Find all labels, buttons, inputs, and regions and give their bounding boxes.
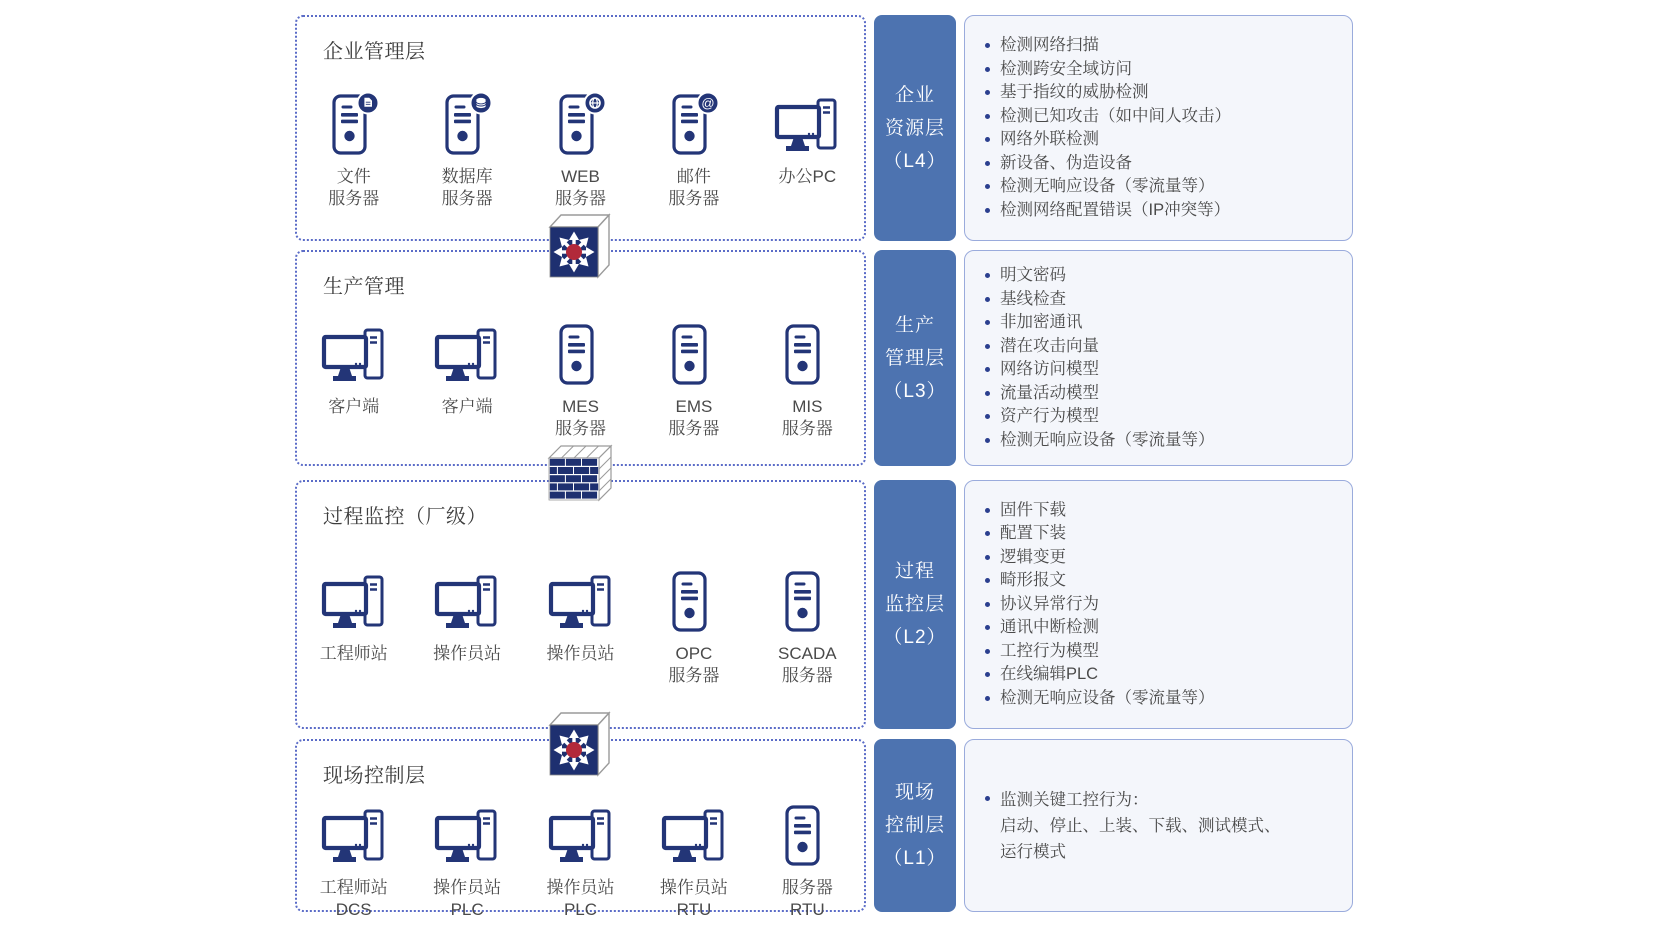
device-workstation <box>410 554 523 689</box>
device-label-line: 客户端 <box>328 397 380 416</box>
detection-item <box>983 58 1342 82</box>
zone-title: 生产管理 <box>323 276 405 298</box>
bullet-dot <box>985 602 990 607</box>
workstation-icon <box>433 788 501 868</box>
device-label <box>668 643 719 689</box>
detection-text: 检测网络配置错误（IP冲突等） <box>1000 200 1231 219</box>
level-pill-line: 现场 <box>894 782 935 803</box>
zone-title: 企业管理层 <box>323 41 426 63</box>
bullet-dot <box>985 696 990 701</box>
detection-item <box>983 264 1342 288</box>
detection-text: 检测已知攻击（如中间人攻击） <box>1000 106 1231 125</box>
switch-icon <box>546 211 614 286</box>
detection-item <box>983 839 1342 865</box>
detection-text: 检测跨安全域访问 <box>1000 59 1132 78</box>
level-pill-l4 <box>874 15 956 241</box>
server-file-icon <box>329 77 379 157</box>
detection-text: 配置下装 <box>1000 524 1066 543</box>
workstation-icon <box>660 788 728 868</box>
server-plain-icon <box>669 554 719 634</box>
server-mail-icon <box>669 77 719 157</box>
device-label-line: EMS <box>675 397 713 416</box>
device-server-plain <box>751 307 864 442</box>
detection-text: 基于指纹的威胁检测 <box>1000 83 1149 101</box>
level-pill-line: 监控层 <box>884 594 945 615</box>
detection-text: 监测关键工控行为： <box>1000 790 1149 809</box>
detection-item <box>983 787 1342 813</box>
device-server-plain <box>751 788 864 923</box>
device-server-plain <box>751 554 864 689</box>
device-label <box>555 166 606 212</box>
detection-item <box>983 199 1342 223</box>
detection-text: 网络访问模型 <box>1000 360 1099 378</box>
firewall-icon <box>546 441 614 510</box>
device-label-line: MIS <box>792 397 823 416</box>
workstation-icon <box>433 307 501 387</box>
detection-item <box>983 640 1342 664</box>
device-workstation <box>637 788 750 923</box>
device-server-plain <box>637 307 750 442</box>
detection-item <box>983 382 1342 406</box>
device-label <box>779 166 837 212</box>
zone-box-l2 <box>295 480 866 729</box>
device-row <box>297 529 864 713</box>
level-pill-line: 资源层 <box>884 117 945 139</box>
device-label-line: 数据库 <box>441 167 493 186</box>
bullet-dot <box>985 297 990 302</box>
detection-item <box>983 288 1342 312</box>
detection-item <box>983 405 1342 429</box>
device-label-line: MES <box>562 397 599 416</box>
detection-item <box>983 522 1342 546</box>
bullet-dot <box>985 438 990 443</box>
workstation-icon <box>433 554 501 634</box>
svg-text:@: @ <box>701 95 715 111</box>
device-label <box>547 643 615 689</box>
device-workstation <box>297 788 410 923</box>
detection-item <box>983 152 1342 176</box>
detection-item <box>983 663 1342 687</box>
device-label-line: 服务器 <box>555 189 607 208</box>
bullet-dot <box>985 555 990 560</box>
zone-title: 现场控制层 <box>323 765 426 787</box>
bullet-dot <box>985 67 990 72</box>
workstation-icon <box>773 77 841 157</box>
device-label-line: 服务器 <box>555 419 607 438</box>
detection-text: 检测无响应设备（零流量等） <box>1000 177 1215 195</box>
detection-item <box>983 593 1342 617</box>
bullet-dot <box>985 625 990 630</box>
level-pill-line: 企业 <box>894 84 935 106</box>
device-label-line: 服务器 <box>668 189 720 208</box>
device-label-line: 文件 <box>336 167 371 186</box>
detection-item <box>983 105 1342 129</box>
detection-box-l1 <box>964 739 1353 912</box>
device-label <box>442 396 493 442</box>
detection-item <box>983 81 1342 105</box>
detection-text: 检测无响应设备（零流量等） <box>1000 688 1215 707</box>
device-label-line: 服务器 <box>668 665 720 685</box>
server-plain-icon <box>782 307 832 387</box>
detection-text: 工控行为模型 <box>1000 641 1099 660</box>
detection-text: 资产行为模型 <box>1000 407 1099 425</box>
workstation-icon <box>320 788 388 868</box>
device-label <box>668 166 719 212</box>
device-label-line: 服务器 <box>328 189 380 208</box>
device-label-line: PLC <box>450 900 484 919</box>
device-row <box>297 64 864 225</box>
server-plain-icon <box>669 307 719 387</box>
device-label-line: DCS <box>335 900 372 919</box>
detection-text: 潜在攻击向量 <box>1000 336 1099 355</box>
detection-item <box>983 499 1342 523</box>
device-label <box>660 877 728 923</box>
layer-row-l2 <box>0 480 1655 729</box>
detection-item <box>983 34 1342 58</box>
bullet-dot <box>985 137 990 142</box>
device-label-line: WEB <box>561 167 600 186</box>
detection-text: 新设备、伪造设备 <box>1000 153 1132 172</box>
device-label-line: 办公PC <box>778 167 837 186</box>
device-label <box>328 166 379 212</box>
device-server-plain <box>524 307 637 442</box>
detection-item <box>983 128 1342 152</box>
device-label-line: 服务器 <box>441 189 493 208</box>
device-server-web <box>524 77 637 212</box>
bullet-dot <box>985 43 990 48</box>
level-pill-line: 生产 <box>894 314 935 336</box>
device-label-line: 服务器 <box>781 419 833 438</box>
device-label <box>328 396 379 442</box>
level-pill-line: 管理层 <box>884 347 945 369</box>
detection-item <box>983 616 1342 640</box>
device-label-line: 操作员站 <box>659 878 728 897</box>
layer-row-l1 <box>0 739 1655 919</box>
workstation-icon <box>320 554 388 634</box>
device-label-line: 工程师站 <box>319 643 388 663</box>
device-workstation <box>410 307 523 442</box>
server-web-icon <box>556 77 606 157</box>
device-label-line: 客户端 <box>441 397 493 416</box>
bullet-dot <box>985 531 990 536</box>
device-label <box>442 166 493 212</box>
bullet-dot <box>985 578 990 583</box>
server-database-icon <box>442 77 492 157</box>
level-pill-l1 <box>874 739 956 912</box>
device-label <box>668 396 719 442</box>
bullet-dot <box>985 391 990 396</box>
workstation-icon <box>547 788 615 868</box>
detection-item <box>983 335 1342 359</box>
detection-item <box>983 569 1342 593</box>
device-label <box>782 396 833 442</box>
server-plain-icon <box>782 788 832 868</box>
detection-text: 检测无响应设备（零流量等） <box>1000 430 1215 449</box>
level-pill-l3 <box>874 250 956 466</box>
device-workstation <box>524 554 637 689</box>
bullet-dot <box>985 161 990 166</box>
layer-row-l3 <box>0 250 1655 466</box>
bullet-dot <box>985 414 990 419</box>
detection-text: 畸形报文 <box>1000 571 1066 590</box>
device-label <box>433 877 501 923</box>
level-pill-line: （L4） <box>883 150 947 172</box>
device-label-line: 工程师站 <box>319 878 388 897</box>
bullet-dot <box>985 320 990 325</box>
server-plain-icon <box>782 554 832 634</box>
level-pill-line: 过程 <box>894 561 935 582</box>
level-pill-l2 <box>874 480 956 729</box>
detection-text: 明文密码 <box>1000 266 1066 284</box>
zone-box-l4 <box>295 15 866 241</box>
device-label <box>547 877 615 923</box>
switch-icon <box>546 709 614 784</box>
layer-row-l4 <box>0 15 1655 241</box>
device-label-line: OPC <box>675 643 713 663</box>
bullet-dot <box>985 367 990 372</box>
detection-text: 通讯中断检测 <box>1000 618 1099 637</box>
detection-item <box>983 429 1342 453</box>
device-label <box>433 643 501 689</box>
level-pill-line: （L1） <box>883 848 947 869</box>
workstation-icon <box>547 554 615 634</box>
workstation-icon <box>320 307 388 387</box>
bullet-dot <box>985 796 990 801</box>
device-label-line: 邮件 <box>676 167 711 186</box>
bullet-dot <box>985 184 990 189</box>
bullet-dot <box>985 114 990 119</box>
detection-item <box>983 687 1342 711</box>
bullet-dot <box>985 508 990 513</box>
device-label-line: 服务器 <box>781 878 833 897</box>
device-label-line: SCADA <box>778 643 837 663</box>
device-server-mail <box>637 77 750 212</box>
detection-text: 流量活动模型 <box>1000 383 1099 402</box>
bullet-dot <box>985 273 990 278</box>
bullet-dot <box>985 672 990 677</box>
device-server-file <box>297 77 410 212</box>
bullet-dot <box>985 208 990 213</box>
detection-text: 固件下载 <box>1000 500 1066 519</box>
device-label-line: 操作员站 <box>546 643 615 663</box>
detection-item <box>983 358 1342 382</box>
device-label <box>320 877 388 923</box>
level-pill-line: （L3） <box>883 380 947 402</box>
server-plain-icon <box>556 307 606 387</box>
device-row <box>297 299 864 450</box>
detection-box-l2 <box>964 480 1353 729</box>
device-workstation <box>751 77 864 212</box>
device-label <box>555 396 606 442</box>
device-server-database <box>410 77 523 212</box>
device-label-line: 操作员站 <box>433 878 502 897</box>
bullet-dot <box>985 649 990 654</box>
detection-item <box>983 175 1342 199</box>
device-label-line: RTU <box>676 900 712 919</box>
device-label <box>320 643 388 689</box>
detection-item <box>983 546 1342 570</box>
bullet-dot <box>985 344 990 349</box>
device-label-line: 操作员站 <box>433 643 502 663</box>
device-label <box>778 643 837 689</box>
device-label-line: 服务器 <box>781 665 833 685</box>
device-label-line: RTU <box>790 900 825 919</box>
detection-text: 检测网络扫描 <box>1000 36 1099 54</box>
device-workstation <box>410 788 523 923</box>
device-workstation <box>297 554 410 689</box>
device-label-line: PLC <box>563 900 598 919</box>
device-row <box>297 788 864 923</box>
level-pill-line: （L2） <box>883 627 947 648</box>
device-workstation <box>297 307 410 442</box>
detection-text: 基线检查 <box>1000 289 1066 308</box>
detection-box-l3 <box>964 250 1353 466</box>
detection-text: 运行模式 <box>1000 842 1066 861</box>
level-pill-line: 控制层 <box>884 815 945 836</box>
detection-box-l4 <box>964 15 1353 241</box>
detection-text: 逻辑变更 <box>1000 547 1066 566</box>
detection-text: 在线编辑PLC <box>1000 665 1099 684</box>
device-label-line: 服务器 <box>668 419 720 438</box>
device-label <box>782 877 833 923</box>
device-server-plain <box>637 554 750 689</box>
detection-text: 网络外联检测 <box>1000 130 1099 148</box>
detection-text: 启动、停止、上装、下载、测试模式、 <box>1000 816 1281 835</box>
device-workstation <box>524 788 637 923</box>
device-label-line: 操作员站 <box>546 878 615 897</box>
detection-text: 协议异常行为 <box>1000 594 1099 613</box>
detection-item <box>983 311 1342 335</box>
detection-item <box>983 813 1342 839</box>
detection-text: 非加密通讯 <box>1000 313 1083 331</box>
zone-title: 过程监控（厂级） <box>323 506 487 528</box>
bullet-dot <box>985 90 990 95</box>
